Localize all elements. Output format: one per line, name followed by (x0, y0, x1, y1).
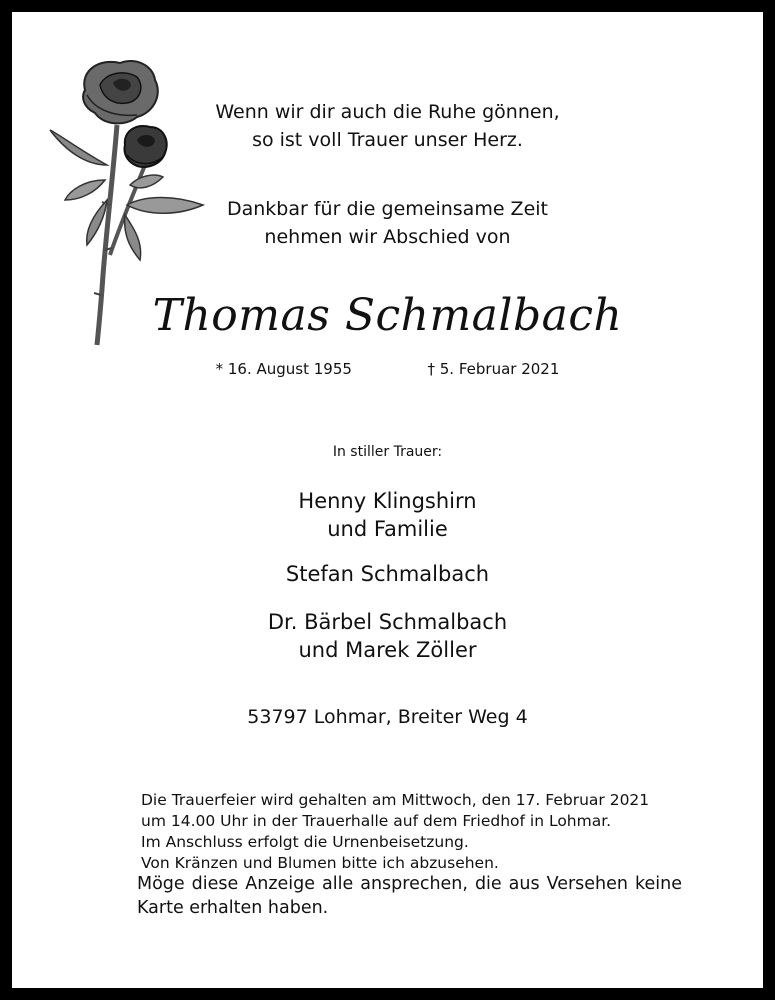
verse-2-line: Dankbar für die gemeinsame Zeit (226, 198, 548, 220)
verse-1-line: Wenn wir dir auch die Ruhe gönnen, (215, 101, 560, 123)
mourner-line: Henny Klingshirn (298, 489, 477, 513)
mourner-line: Dr. Bärbel Schmalbach (267, 610, 508, 634)
life-dates (0, 360, 775, 378)
notice-line: Von Kränzen und Blumen bitte ich abzusehen. (141, 854, 499, 872)
mourner-line: und Marek Zöller (298, 638, 477, 662)
verse-1 (0, 98, 775, 154)
mourner-group (0, 487, 775, 543)
verse-2-line: nehmen wir Abschied von (264, 226, 511, 248)
notice-line: Die Trauerfeier wird gehalten am Mittwoch, den 17. Februar 2021 (141, 791, 650, 809)
birth-date: * 16. August 1955 (215, 360, 352, 378)
mourner-group (0, 608, 775, 664)
verse-2 (0, 195, 775, 251)
mourner-line: Stefan Schmalbach (285, 562, 490, 586)
death-date: † 5. Februar 2021 (427, 360, 560, 378)
notice-line: um 14.00 Uhr in der Trauerhalle auf dem Friedhof in Lohmar. (141, 812, 612, 830)
mourner-group (0, 560, 775, 588)
deceased-name: Thomas Schmalbach (152, 290, 623, 341)
mourner-line: und Familie (327, 517, 448, 541)
ceremony-notice (141, 790, 681, 874)
mourners-intro: In stiller Trauer: (332, 444, 443, 460)
notice-line: Im Anschluss erfolgt die Urnenbeisetzung. (141, 833, 469, 851)
address: 53797 Lohmar, Breiter Weg 4 (247, 706, 528, 728)
verse-1-line: so ist voll Trauer unser Herz. (252, 129, 523, 151)
closing-text: Möge diese Anzeige alle ansprechen, die aus Versehen keine Karte erhalten haben. (137, 874, 682, 918)
